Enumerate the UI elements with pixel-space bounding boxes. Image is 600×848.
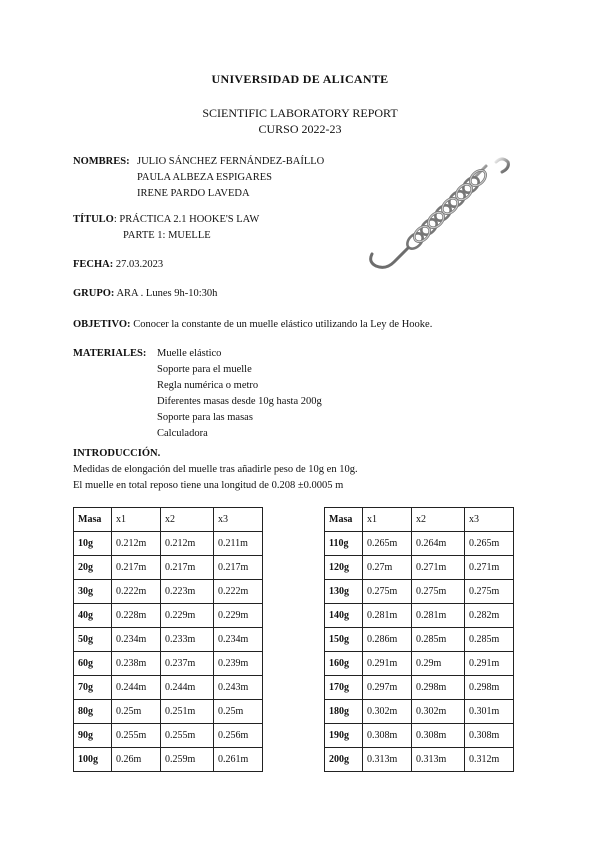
table-row bbox=[325, 580, 514, 604]
measurement-cell: 0.26m bbox=[112, 748, 161, 772]
introduction-block bbox=[73, 446, 358, 494]
mass-cell: 20g bbox=[74, 556, 112, 580]
measurement-cell: 0.271m bbox=[412, 556, 465, 580]
measurement-cell: 0.291m bbox=[465, 652, 514, 676]
date-value: 27.03.2023 bbox=[113, 259, 164, 270]
measurement-cell: 0.302m bbox=[363, 700, 412, 724]
intro-line-2: El muelle en total reposo tiene una longitud de 0.208 ±0.0005 m bbox=[73, 480, 344, 491]
materials-block bbox=[73, 346, 393, 442]
names-label: NOMBRES: bbox=[73, 156, 130, 167]
table-row bbox=[74, 532, 263, 556]
measurement-cell: 0.222m bbox=[214, 580, 263, 604]
mass-cell: 90g bbox=[74, 724, 112, 748]
table-row bbox=[325, 676, 514, 700]
measurement-cell: 0.275m bbox=[465, 580, 514, 604]
header-cell: Masa bbox=[74, 508, 112, 532]
date-label: FECHA: bbox=[73, 259, 114, 270]
title-value: : PRÁCTICA 2.1 HOOKE'S LAW bbox=[113, 214, 260, 225]
materials-label: MATERIALES: bbox=[73, 348, 147, 359]
material-item: Muelle elástico bbox=[157, 348, 222, 359]
mass-cell: 160g bbox=[325, 652, 363, 676]
measurement-cell: 0.264m bbox=[412, 532, 465, 556]
material-item: Soporte para el muelle bbox=[157, 364, 252, 375]
measurement-cell: 0.298m bbox=[412, 676, 465, 700]
measurement-cell: 0.234m bbox=[112, 628, 161, 652]
table-2-body bbox=[325, 508, 514, 772]
title-label: TÍTULO bbox=[73, 214, 114, 225]
table-row bbox=[325, 748, 514, 772]
course-line: CURSO 2022-23 bbox=[258, 122, 342, 136]
header-cell: x3 bbox=[214, 508, 263, 532]
table-row bbox=[74, 724, 263, 748]
measurement-cell: 0.281m bbox=[412, 604, 465, 628]
measurement-cell: 0.244m bbox=[112, 676, 161, 700]
table-row bbox=[325, 700, 514, 724]
title-block bbox=[73, 212, 259, 244]
measurement-cell: 0.25m bbox=[214, 700, 263, 724]
measurement-cell: 0.281m bbox=[363, 604, 412, 628]
table-row bbox=[74, 748, 263, 772]
measurement-cell: 0.217m bbox=[214, 556, 263, 580]
objective-block bbox=[73, 317, 432, 333]
material-item: Diferentes masas desde 10g hasta 200g bbox=[157, 396, 322, 407]
table-row bbox=[325, 532, 514, 556]
measurement-cell: 0.261m bbox=[214, 748, 263, 772]
table-row bbox=[74, 652, 263, 676]
title-part: PARTE 1: MUELLE bbox=[123, 230, 211, 241]
table-row bbox=[325, 556, 514, 580]
measurement-cell: 0.312m bbox=[465, 748, 514, 772]
objective-value: Conocer la constante de un muelle elástico utilizando la Ley de Hooke. bbox=[130, 319, 433, 330]
table-row bbox=[74, 604, 263, 628]
material-item: Regla numérica o metro bbox=[157, 380, 259, 391]
mass-cell: 30g bbox=[74, 580, 112, 604]
measurement-cell: 0.234m bbox=[214, 628, 263, 652]
measurement-cell: 0.302m bbox=[412, 700, 465, 724]
date-block bbox=[73, 257, 163, 273]
mass-cell: 190g bbox=[325, 724, 363, 748]
group-value: ARA . Lunes 9h-10:30h bbox=[114, 288, 218, 299]
name-2: PAULA ALBEZA ESPIGARES bbox=[137, 172, 272, 183]
material-item: Calculadora bbox=[157, 428, 208, 439]
report-title: SCIENTIFIC LABORATORY REPORT bbox=[202, 106, 398, 120]
mass-cell: 100g bbox=[74, 748, 112, 772]
mass-cell: 60g bbox=[74, 652, 112, 676]
table-row bbox=[74, 700, 263, 724]
measurement-cell: 0.244m bbox=[161, 676, 214, 700]
measurement-cell: 0.275m bbox=[412, 580, 465, 604]
measurement-cell: 0.259m bbox=[161, 748, 214, 772]
table-row bbox=[325, 604, 514, 628]
measurement-cell: 0.243m bbox=[214, 676, 263, 700]
mass-cell: 130g bbox=[325, 580, 363, 604]
spring-icon bbox=[336, 150, 516, 290]
table-row bbox=[325, 652, 514, 676]
measurement-cell: 0.233m bbox=[161, 628, 214, 652]
mass-cell: 80g bbox=[74, 700, 112, 724]
measurement-cell: 0.229m bbox=[161, 604, 214, 628]
measurement-cell: 0.222m bbox=[112, 580, 161, 604]
intro-label: INTRODUCCIÓN. bbox=[73, 448, 161, 459]
table-row bbox=[74, 556, 263, 580]
measurement-cell: 0.286m bbox=[363, 628, 412, 652]
table-row bbox=[325, 628, 514, 652]
measurement-cell: 0.313m bbox=[363, 748, 412, 772]
table-header-row bbox=[74, 508, 263, 532]
mass-cell: 170g bbox=[325, 676, 363, 700]
measurement-cell: 0.239m bbox=[214, 652, 263, 676]
table-header-row bbox=[325, 508, 514, 532]
measurement-cell: 0.265m bbox=[363, 532, 412, 556]
measurement-cell: 0.265m bbox=[465, 532, 514, 556]
measurement-cell: 0.282m bbox=[465, 604, 514, 628]
measurement-cell: 0.255m bbox=[112, 724, 161, 748]
table-1-body bbox=[74, 508, 263, 772]
header-cell: x1 bbox=[363, 508, 412, 532]
header-cell: Masa bbox=[325, 508, 363, 532]
table-row bbox=[74, 628, 263, 652]
measurements-table-2 bbox=[324, 507, 514, 772]
table-row bbox=[74, 676, 263, 700]
names-list bbox=[137, 154, 324, 202]
measurement-cell: 0.255m bbox=[161, 724, 214, 748]
measurements-table-1 bbox=[73, 507, 263, 772]
measurement-cell: 0.251m bbox=[161, 700, 214, 724]
measurement-cell: 0.291m bbox=[363, 652, 412, 676]
measurement-cell: 0.285m bbox=[465, 628, 514, 652]
mass-cell: 150g bbox=[325, 628, 363, 652]
measurement-cell: 0.298m bbox=[465, 676, 514, 700]
measurement-cell: 0.217m bbox=[161, 556, 214, 580]
table-row bbox=[74, 580, 263, 604]
table-row bbox=[325, 724, 514, 748]
mass-cell: 180g bbox=[325, 700, 363, 724]
measurement-cell: 0.313m bbox=[412, 748, 465, 772]
header-cell: x3 bbox=[465, 508, 514, 532]
mass-cell: 70g bbox=[74, 676, 112, 700]
names-block bbox=[73, 154, 353, 202]
measurement-cell: 0.271m bbox=[465, 556, 514, 580]
measurement-cell: 0.275m bbox=[363, 580, 412, 604]
measurement-cell: 0.212m bbox=[112, 532, 161, 556]
mass-cell: 50g bbox=[74, 628, 112, 652]
mass-cell: 10g bbox=[74, 532, 112, 556]
mass-cell: 200g bbox=[325, 748, 363, 772]
materials-list bbox=[157, 346, 322, 442]
material-item: Soporte para las masas bbox=[157, 412, 253, 423]
measurement-cell: 0.301m bbox=[465, 700, 514, 724]
measurement-cell: 0.217m bbox=[112, 556, 161, 580]
mass-cell: 140g bbox=[325, 604, 363, 628]
measurement-cell: 0.238m bbox=[112, 652, 161, 676]
measurement-cell: 0.285m bbox=[412, 628, 465, 652]
measurement-cell: 0.228m bbox=[112, 604, 161, 628]
measurement-cell: 0.256m bbox=[214, 724, 263, 748]
measurement-cell: 0.229m bbox=[214, 604, 263, 628]
group-label: GRUPO: bbox=[73, 288, 115, 299]
group-block bbox=[73, 286, 217, 302]
measurement-cell: 0.223m bbox=[161, 580, 214, 604]
measurement-cell: 0.308m bbox=[465, 724, 514, 748]
university-title: UNIVERSIDAD DE ALICANTE bbox=[211, 72, 389, 86]
measurement-cell: 0.297m bbox=[363, 676, 412, 700]
objective-label: OBJETIVO: bbox=[73, 319, 131, 330]
measurement-cell: 0.308m bbox=[363, 724, 412, 748]
measurement-cell: 0.29m bbox=[412, 652, 465, 676]
header-cell: x2 bbox=[412, 508, 465, 532]
mass-cell: 40g bbox=[74, 604, 112, 628]
intro-line-1: Medidas de elongación del muelle tras añadirle peso de 10g en 10g. bbox=[73, 464, 358, 475]
measurement-cell: 0.212m bbox=[161, 532, 214, 556]
name-1: JULIO SÁNCHEZ FERNÁNDEZ-BAÍLLO bbox=[137, 156, 325, 167]
mass-cell: 120g bbox=[325, 556, 363, 580]
measurement-cell: 0.25m bbox=[112, 700, 161, 724]
measurement-cell: 0.308m bbox=[412, 724, 465, 748]
name-3: IRENE PARDO LAVEDA bbox=[137, 188, 250, 199]
header-cell: x1 bbox=[112, 508, 161, 532]
mass-cell: 110g bbox=[325, 532, 363, 556]
header-cell: x2 bbox=[161, 508, 214, 532]
measurement-cell: 0.211m bbox=[214, 532, 263, 556]
measurement-cell: 0.237m bbox=[161, 652, 214, 676]
measurement-cell: 0.27m bbox=[363, 556, 412, 580]
